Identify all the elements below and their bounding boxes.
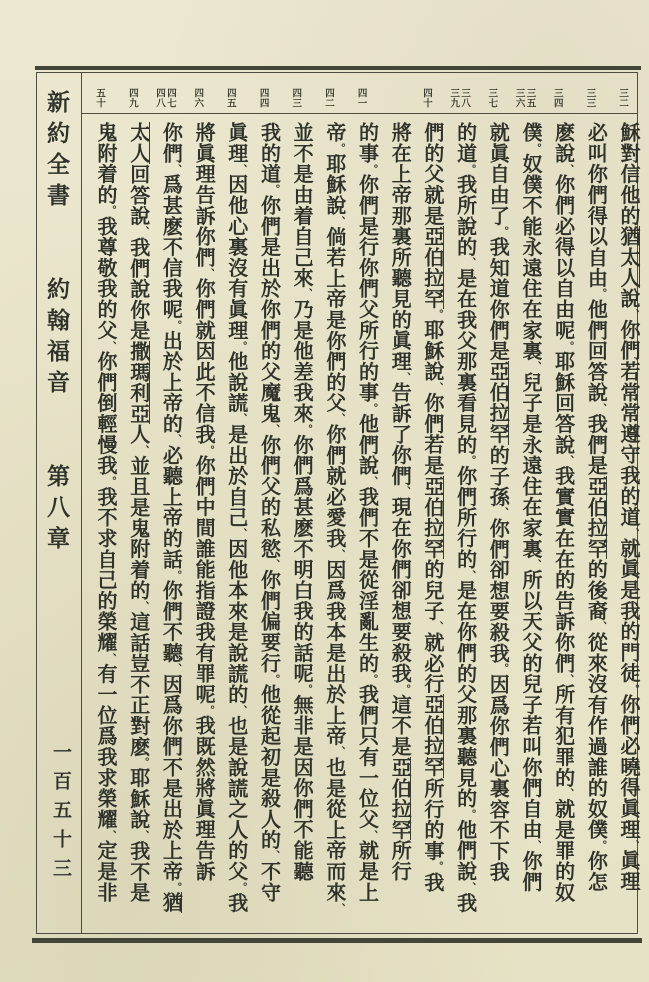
- verse-number: 五十: [94, 88, 105, 108]
- verse-number-cell: [475, 73, 508, 113]
- text-column: 你們、爲甚麽不信我呢。出於上帝的、必聽上帝的話。你們不聽、因爲你們不是出於上帝。猶: [159, 122, 182, 914]
- verse-number: 三三: [584, 88, 595, 108]
- punctuation-mark: 、: [235, 527, 247, 539]
- running-title: [45, 90, 68, 730]
- punctuation-mark: 、: [105, 652, 116, 664]
- punctuation-mark: 、: [595, 402, 607, 414]
- text-column: 鬼附着的。我尊敬我的父、你們倒輕慢我。我不求自己的榮耀、有一位爲我求榮耀、定是非: [94, 122, 116, 903]
- punctuation-mark: 、: [333, 413, 345, 424]
- proper-noun-mark: 亞伯拉罕: [388, 756, 411, 840]
- page-number: 一百五十三: [50, 742, 71, 887]
- verse-number-cell: [540, 73, 573, 113]
- verse-number: 四二: [322, 88, 333, 108]
- verse-number-cell: [605, 73, 638, 113]
- punctuation-mark: 。: [529, 142, 541, 154]
- punctuation-mark: 。: [268, 184, 280, 195]
- punctuation-mark: 、: [497, 506, 509, 518]
- punctuation-mark: 。: [105, 475, 116, 487]
- punctuation-mark: 、: [203, 267, 215, 279]
- verse-number: 三二: [617, 88, 628, 108]
- punctuation-mark: 。: [464, 808, 476, 820]
- proper-noun-mark: 亞伯拉罕: [486, 361, 509, 445]
- text-column: 的道。我所說的、是在我父那裏看見的。你們所行的、是在你們的父那裏聽見的。他們說、我: [453, 122, 476, 914]
- text-column: 將在上帝那裏所聽見的眞理、告訴了你們、現在你們卻想要殺我。這不是亞伯拉罕所行: [388, 122, 411, 882]
- punctuation-mark: 、: [333, 215, 345, 227]
- punctuation-mark: 、: [137, 444, 149, 456]
- punctuation-mark: 。: [366, 402, 378, 414]
- punctuation-mark: 、: [399, 486, 411, 497]
- punctuation-mark: 。: [431, 309, 443, 320]
- punctuation-mark: 、: [105, 340, 116, 352]
- punctuation-mark: 、: [268, 559, 280, 570]
- punctuation-mark: 。: [497, 663, 509, 674]
- punctuation-mark: 。: [170, 881, 182, 893]
- text-columns: [82, 114, 638, 934]
- punctuation-mark: 。: [170, 319, 182, 331]
- punctuation-mark: 。: [137, 756, 149, 768]
- punctuation-mark: 、: [431, 382, 443, 393]
- text-column: 眞理、因他心裏沒有眞理。他說謊、是出於自己、因他本來是說謊的、也是說謊之人的父。我: [224, 122, 247, 914]
- verse-number: 四七四八: [154, 88, 175, 108]
- text-column: 太人回答說、我們說你是撒瑪利亞人、並且是鬼附着的、這話豈不正對麽。耶穌說、我不是: [126, 122, 149, 903]
- punctuation-mark: 、: [333, 548, 345, 560]
- verse-number-cell: [344, 73, 377, 113]
- verse-number: 四六: [192, 88, 203, 108]
- punctuation-mark: 。: [399, 683, 411, 695]
- verse-number-cell: [377, 73, 410, 113]
- punctuation-mark: 、: [464, 257, 476, 268]
- punctuation-mark: 、: [366, 829, 378, 841]
- punctuation-mark: 、: [137, 600, 149, 612]
- punctuation-mark: 、: [333, 746, 345, 757]
- punctuation-mark: 、: [431, 621, 443, 632]
- verse-number-cell: [213, 73, 246, 113]
- punctuation-mark: 、: [268, 423, 280, 435]
- punctuation-mark: 、: [170, 663, 182, 674]
- verse-number: 四十: [421, 88, 431, 108]
- gospel-title: 約翰福音: [44, 277, 69, 401]
- punctuation-mark: 、: [628, 839, 639, 851]
- punctuation-mark: 。: [268, 673, 280, 685]
- punctuation-mark: 、: [333, 902, 345, 914]
- punctuation-mark: 、: [105, 829, 116, 841]
- proper-noun-mark: 亞伯拉罕: [420, 694, 443, 778]
- punctuation-mark: 。: [562, 340, 574, 352]
- verse-number-cell: [115, 73, 148, 113]
- verse-number-cell: [148, 73, 181, 113]
- punctuation-mark: 。: [497, 226, 509, 237]
- punctuation-mark: 、: [562, 163, 574, 175]
- verse-number: 三四: [551, 88, 562, 108]
- punctuation-mark: 、: [529, 839, 541, 851]
- punctuation-mark: 。: [333, 142, 345, 154]
- verse-number: 四四: [257, 88, 268, 108]
- punctuation-mark: 、: [464, 881, 476, 893]
- punctuation-mark: 、: [170, 163, 182, 175]
- verse-number-cell: [311, 73, 344, 113]
- punctuation-mark: 。: [105, 205, 116, 216]
- punctuation-mark: 。: [203, 444, 215, 456]
- verse-number-strip: [82, 73, 638, 114]
- verse-number: 三五三六: [513, 88, 535, 108]
- outer-bottom-rule: [32, 938, 642, 943]
- text-column: 並不是由着自己來、乃是他差我來。你們爲甚麽不明白我的話呢。無非是因你們不能聽: [290, 122, 313, 882]
- chapter-title: 第八章: [44, 464, 69, 557]
- verse-number: 四五: [224, 88, 235, 108]
- proper-noun-mark: 亞伯拉罕: [420, 226, 443, 310]
- text-column: 將眞理告訴你們、你們就因此不信我。你們中間誰能指證我有罪呢。我既然將眞理告訴: [192, 122, 215, 882]
- punctuation-mark: 、: [235, 163, 247, 175]
- punctuation-mark: 、: [235, 413, 247, 424]
- text-column: 必叫你們得以自由。他們回答說、我們是亞伯拉罕的後裔、從來沒有作過誰的奴僕。你怎: [584, 122, 607, 893]
- verse-number-cell: [573, 73, 606, 113]
- verse-number-cell: [442, 73, 475, 113]
- punctuation-mark: 、: [529, 559, 541, 570]
- punctuation-mark: 、: [464, 569, 476, 581]
- proper-noun-mark: 太人: [126, 122, 149, 164]
- text-column: 的事。你們是行你們父所行的事。他們說、我們不是從淫亂生的。我們只有一位父、就是上: [355, 122, 378, 903]
- text-column: 穌對信他的猶太人說、你們若常常遵守我的道、就眞是我的門徒。你們必曉得眞理、眞理: [617, 122, 639, 893]
- punctuation-mark: 、: [562, 788, 574, 799]
- proper-noun-mark: 亞伯拉罕: [584, 475, 607, 560]
- text-column: 僕。奴僕不能永遠住在家裏、兒子是永遠住在家裏、所以天父的兒子若叫你們自由、你們: [518, 122, 541, 893]
- verse-number: 四一: [355, 88, 366, 108]
- punctuation-mark: 。: [628, 683, 639, 695]
- punctuation-mark: 、: [399, 371, 411, 383]
- punctuation-mark: 。: [301, 423, 313, 435]
- punctuation-mark: 、: [366, 475, 378, 487]
- punctuation-mark: 。: [464, 163, 476, 175]
- verse-number-cell: [278, 73, 311, 113]
- punctuation-mark: 。: [464, 455, 476, 466]
- punctuation-mark: 、: [137, 226, 149, 237]
- punctuation-mark: 、: [529, 361, 541, 372]
- text-column: 麽說、你們必得以自由呢。耶穌回答說、我實實在在的告訴你們、所有犯罪的、就是罪的奴: [551, 122, 574, 903]
- punctuation-mark: 。: [170, 569, 182, 581]
- text-column: 帝。耶穌說、倘若上帝是你們的父、你們就必愛我、因爲我本是出於上帝、也是從上帝而來、: [322, 122, 345, 914]
- proper-noun-mark: 撒瑪利亞: [126, 340, 149, 424]
- proper-noun-mark: 亞伯拉罕: [420, 475, 443, 560]
- verse-number-cell: [246, 73, 279, 113]
- punctuation-mark: 。: [235, 881, 247, 893]
- outer-top-rule: [35, 66, 641, 70]
- verse-number-cell: [180, 73, 213, 113]
- text-column: 就眞自由了。我知道你們是亞伯拉罕的子孫、你們卻想要殺我。因爲你們心裏容不下我: [486, 122, 509, 882]
- punctuation-mark: 。: [431, 860, 443, 872]
- proper-noun-mark: 猶太人: [617, 226, 639, 289]
- book-title: 新約全書: [44, 90, 69, 214]
- punctuation-mark: 。: [235, 340, 247, 352]
- text-column: 們的父就是亞伯拉罕。耶穌說、你們若是亞伯拉罕的兒子、就必行亞伯拉罕所行的事。我: [420, 122, 443, 893]
- proper-noun-mark: 猶: [159, 892, 182, 914]
- punctuation-mark: 。: [366, 673, 378, 685]
- punctuation-mark: 。: [301, 683, 313, 695]
- punctuation-mark: 。: [595, 288, 607, 299]
- punctuation-mark: 、: [268, 850, 280, 861]
- verse-number-cell: [409, 73, 442, 113]
- verse-number: 三八三九: [448, 88, 470, 108]
- verse-number: 四三: [290, 88, 301, 108]
- punctuation-mark: 、: [595, 621, 607, 632]
- punctuation-mark: 、: [562, 455, 574, 466]
- punctuation-mark: 、: [170, 434, 182, 445]
- text-column: 我的道。你們是出於你們的父魔鬼、你們父的私慾、你們偏要行。他從起初是殺人的、不守: [257, 122, 280, 903]
- punctuation-mark: 、: [235, 704, 247, 716]
- punctuation-mark: 、: [628, 309, 639, 320]
- punctuation-mark: 、: [137, 829, 149, 841]
- punctuation-mark: 。: [203, 704, 215, 716]
- verse-number: 三七: [486, 88, 497, 108]
- punctuation-mark: 、: [562, 673, 574, 685]
- punctuation-mark: 。: [595, 839, 607, 851]
- verse-number: 四九: [126, 88, 137, 108]
- punctuation-mark: 、: [301, 288, 313, 299]
- verse-number-cell: [82, 73, 115, 113]
- verse-number-cell: [507, 73, 540, 113]
- punctuation-mark: 。: [366, 163, 378, 175]
- punctuation-mark: 、: [628, 527, 639, 539]
